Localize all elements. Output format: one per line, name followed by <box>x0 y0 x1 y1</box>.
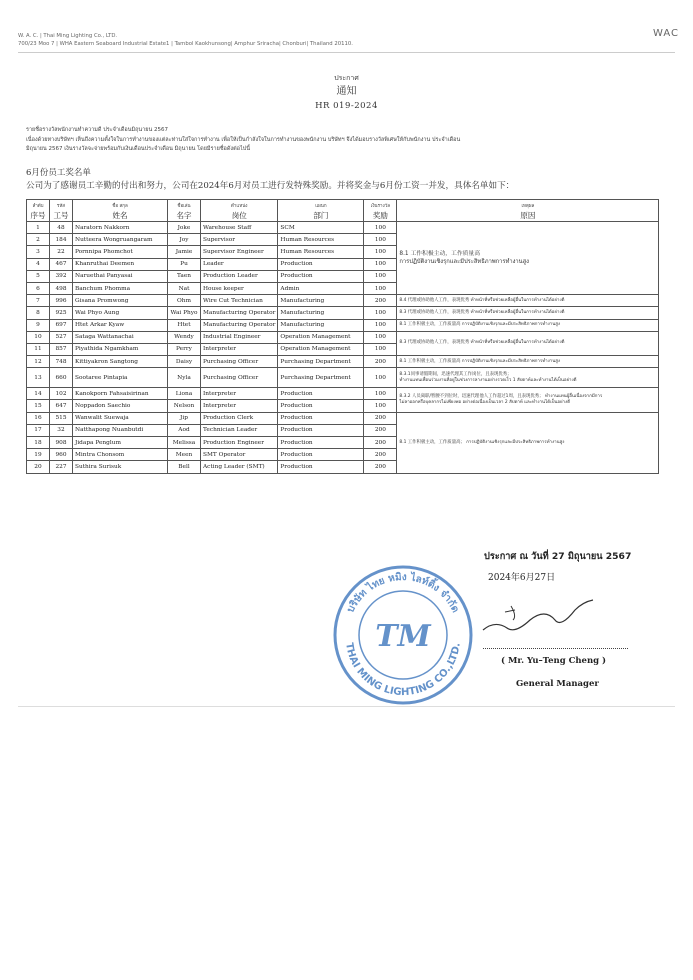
cell-reason <box>397 356 659 368</box>
column-header-th: ลำดับ <box>32 203 44 209</box>
cell-pos: SMT Operator <box>201 449 278 461</box>
column-header <box>201 200 278 222</box>
cell-pos: Purchasing Officer <box>201 356 278 368</box>
column-header-th: เงินรางวัล <box>370 203 391 209</box>
cell-reason <box>397 307 659 319</box>
cell-dept: SCM <box>278 222 364 234</box>
cell-no: 9 <box>27 319 50 331</box>
cell-no: 3 <box>27 246 50 258</box>
cell-pos: Production Leader <box>201 270 278 282</box>
cell-pos: Purchasing Officer <box>201 368 278 388</box>
cell-no: 4 <box>27 258 50 270</box>
reason-text: การปฏิบัติงานเชิงรุกและมีประสิทธิภาพการทำงานสูง <box>399 259 530 266</box>
cell-amt: 100 <box>364 400 397 412</box>
reason-text: 8.1 工作积极主动，工作质量高 <box>399 250 481 257</box>
cell-dept: Production <box>278 258 364 270</box>
cell-name: Suthira Surisuk <box>73 461 168 473</box>
cell-nick: Ohm <box>168 295 201 307</box>
cell-amt: 100 <box>364 234 397 246</box>
cell-dept: Manufacturing <box>278 295 364 307</box>
cell-name: Mintra Chonsom <box>73 449 168 461</box>
announcement-title-th: ประกาศ <box>334 74 359 82</box>
cell-nick: Bell <box>168 461 201 473</box>
cell-pos: Production Engineer <box>201 437 278 449</box>
cell-amt: 100 <box>364 282 397 294</box>
cell-amt: 200 <box>364 437 397 449</box>
cell-amt: 100 <box>364 307 397 319</box>
cell-nick: Nat <box>168 282 201 294</box>
cell-pos: Wire Cut Technician <box>201 295 278 307</box>
cell-name: Khanruthai Deemen <box>73 258 168 270</box>
column-header <box>364 200 397 222</box>
cell-id: 647 <box>50 400 73 412</box>
intro-th-line3: มิถุนายน 2567 เงินรางวัลจะจ่ายพร้อมกับเงินเดือนประจำเดือน มิถุนายน โดยมีรายชื่อดังต่อไปนี้ <box>26 146 251 152</box>
cell-amt: 100 <box>364 368 397 388</box>
cell-dept: Operation Management <box>278 343 364 355</box>
table-row <box>27 319 659 331</box>
footer-divider <box>18 706 675 707</box>
cell-nick: Daisy <box>168 356 201 368</box>
table-row <box>27 307 659 319</box>
cell-name: Nutteera Wongruangaram <box>73 234 168 246</box>
column-header-cn: 岗位 <box>231 210 247 220</box>
cell-id: 48 <box>50 222 73 234</box>
header-divider <box>18 52 675 53</box>
column-header-th: ตำแหน่ง <box>230 203 248 209</box>
cell-pos: Interpreter <box>201 388 278 400</box>
column-header-cn: 工号 <box>53 210 69 220</box>
cell-amt: 100 <box>364 258 397 270</box>
manager-title: General Manager <box>516 679 599 689</box>
cell-dept: Production <box>278 388 364 400</box>
announcement-title-cn: 通知 <box>336 86 357 97</box>
cell-reason <box>397 222 659 295</box>
cell-amt: 200 <box>364 295 397 307</box>
cell-id: 102 <box>50 388 73 400</box>
cell-reason <box>397 368 659 388</box>
announcement-heading <box>0 71 693 113</box>
cell-id: 22 <box>50 246 73 258</box>
cell-nick: Jamie <box>168 246 201 258</box>
cell-nick: Perry <box>168 343 201 355</box>
cell-nick: Nelson <box>168 400 201 412</box>
cell-name: Banchum Phomma <box>73 282 168 294</box>
table-row <box>27 331 659 343</box>
cell-dept: Human Resources <box>278 234 364 246</box>
cell-pos: Manufacturing Operator <box>201 307 278 319</box>
cell-reason <box>397 331 659 355</box>
cell-no: 7 <box>27 295 50 307</box>
cell-name: Kittiyakron Sangtong <box>73 356 168 368</box>
cell-dept: Operation Management <box>278 331 364 343</box>
reason-text: 8.3.1同事请假期间，迅速代理其工作岗位，且表现优秀； <box>399 371 512 377</box>
cell-name: Pornnipa Phomchot <box>73 246 168 258</box>
cell-dept: Purchasing Department <box>278 356 364 368</box>
column-header-th: ชื่อเล่น <box>177 203 191 209</box>
column-header <box>27 200 50 222</box>
cell-id: 227 <box>50 461 73 473</box>
cell-no: 16 <box>27 412 50 424</box>
cell-amt: 100 <box>364 270 397 282</box>
cell-dept: Production <box>278 461 364 473</box>
cell-id: 184 <box>50 234 73 246</box>
manager-signature <box>475 590 605 650</box>
reason-text: 8.3 代理或协助他人工作，表现优秀 ทำหน้าที่หรือช่วยเหลือผู้อื่นในการทำงานได้อย่างดี <box>399 309 565 315</box>
cell-no: 18 <box>27 437 50 449</box>
cell-dept: Production <box>278 437 364 449</box>
cell-name: Kanokporn Fahsaisirinan <box>73 388 168 400</box>
cell-amt: 200 <box>364 412 397 424</box>
cell-id: 996 <box>50 295 73 307</box>
cell-no: 20 <box>27 461 50 473</box>
intro-th-line2: เนื่องด้วยทางบริษัทฯ เห็นถึงความตั้งใจในการทำงานของแต่ละท่านใส่ใจการทำงาน เพื่อให้เป็นกำลังใจในการทำงานของพนักงาน บริษัทฯ จึงได้มอบรางวัลพิเศษให้กับพนักงาน ประจำเดือน <box>26 136 461 143</box>
table-row <box>27 388 659 400</box>
cell-nick: Joy <box>168 234 201 246</box>
cell-amt: 100 <box>364 331 397 343</box>
cell-id: 467 <box>50 258 73 270</box>
cell-amt: 200 <box>364 461 397 473</box>
column-header <box>278 200 364 222</box>
cell-dept: Human Resources <box>278 246 364 258</box>
intro-chinese: 公司为了感谢员工辛勤的付出和努力，公司在2024年6月对员工进行发特殊奖励。并将奖金与6月份工资一并发，具体名单如下： <box>26 181 515 191</box>
reason-text: 8.1 工作积极主动，工作质量高； การปฏิบัติงานเชิงรุกและมีประสิทธิภาพการทำงานสูง <box>399 439 565 445</box>
intro-thai <box>26 126 676 155</box>
cell-no: 11 <box>27 343 50 355</box>
cell-id: 748 <box>50 356 73 368</box>
cell-nick: Joke <box>168 222 201 234</box>
cell-reason <box>397 412 659 473</box>
cell-amt: 100 <box>364 246 397 258</box>
cell-dept: Admin <box>278 282 364 294</box>
company-address: 700/23 Moo 7 | WHA Eastern Seaboard Industrial Estate1 | Tambol Kaokhunsong| Amphur Sriracha| Chonburi| Thailand 20110. <box>18 41 353 47</box>
column-header-cn: 原因 <box>520 210 536 220</box>
svg-text:บริษัท ไทย หมิง ไลท์ติ้ง จำกัด <box>345 570 460 614</box>
cell-dept: Production <box>278 400 364 412</box>
cell-amt: 100 <box>364 222 397 234</box>
cell-dept: Production <box>278 270 364 282</box>
cell-no: 5 <box>27 270 50 282</box>
cell-id: 660 <box>50 368 73 388</box>
cell-id: 908 <box>50 437 73 449</box>
cell-name: Natthapong Nuanbutdi <box>73 424 168 436</box>
reason-text: 8.1 工作积极主动，工作质量高 การปฏิบัติงานเชิงรุกและมีประสิทธิภาพการทำงานสูง <box>399 358 561 364</box>
announcement-ref: HR 019-2024 <box>315 101 378 111</box>
cell-pos: Supervisor <box>201 234 278 246</box>
announce-date-cn: 2024年6月27日 <box>488 573 556 583</box>
cell-dept: Production <box>278 449 364 461</box>
column-header-th: ชื่อ สกุล <box>112 203 128 209</box>
reason-text: ไม่ลาออกหรือบุคลากรไม่เพียงพอ อย่างต่อเนื่องเป็นเวลา 2 สัปดาห์ และทำงานได้เป็นอย่างดี <box>399 399 571 405</box>
cell-id: 925 <box>50 307 73 319</box>
cell-pos: Interpreter <box>201 343 278 355</box>
list-title-cn: 6月份员工奖名单 <box>26 168 91 178</box>
cell-no: 10 <box>27 331 50 343</box>
cell-nick: Nyla <box>168 368 201 388</box>
cell-amt: 100 <box>364 319 397 331</box>
cell-nick: Pu <box>168 258 201 270</box>
reason-text: 8.3 代理或协助他人工作，表现优秀 ทำหน้าที่หรือช่วยเหลือผู้อื่นในการทำงานได้อย่างดี <box>399 340 565 346</box>
cell-nick: Melissa <box>168 437 201 449</box>
cell-id: 527 <box>50 331 73 343</box>
cell-name: Naratorn Nakkorn <box>73 222 168 234</box>
table-header-row <box>27 200 659 222</box>
cell-id: 960 <box>50 449 73 461</box>
cell-nick: Aod <box>168 424 201 436</box>
cell-pos: Interpreter <box>201 400 278 412</box>
cell-id: 857 <box>50 343 73 355</box>
intro-th-line1: รายชื่อรางวัลพนักงานทำความดี ประจำเดือนมิถุนายน 2567 <box>26 127 169 133</box>
cell-dept: Manufacturing <box>278 307 364 319</box>
cell-pos: House keeper <box>201 282 278 294</box>
company-logo: WAC <box>653 28 679 39</box>
column-header-th: เหตุผล <box>521 203 535 209</box>
column-header <box>397 200 659 222</box>
cell-no: 12 <box>27 356 50 368</box>
cell-pos: Acting Leader (SMT) <box>201 461 278 473</box>
cell-no: 19 <box>27 449 50 461</box>
cell-pos: Leader <box>201 258 278 270</box>
company-name: W. A. C. | Thai Ming Lighting Co., LTD. <box>18 33 118 39</box>
column-header-cn: 姓名 <box>112 210 128 220</box>
table-row <box>27 412 659 424</box>
cell-pos: Supervisor Engineer <box>201 246 278 258</box>
cell-nick: Htet <box>168 319 201 331</box>
cell-no: 8 <box>27 307 50 319</box>
table-row <box>27 368 659 388</box>
cell-nick: Taen <box>168 270 201 282</box>
cell-pos: Industrial Engineer <box>201 331 278 343</box>
cell-name: Jidapa Penglum <box>73 437 168 449</box>
cell-name: Sataga Wattanachai <box>73 331 168 343</box>
reason-text: ทำงานแทนเพื่อนร่วมงานที่อยู่ในช่วงการลางานอย่างรวดเร็ว 1 สัปดาห์และทำงานได้เป็นอย่างดี <box>399 377 577 383</box>
column-header <box>168 200 201 222</box>
cell-dept: Production <box>278 424 364 436</box>
letterhead <box>18 32 353 48</box>
cell-name: Sootaree Pintapia <box>73 368 168 388</box>
table-row <box>27 356 659 368</box>
cell-id: 515 <box>50 412 73 424</box>
cell-id: 392 <box>50 270 73 282</box>
cell-name: Gisana Promwong <box>73 295 168 307</box>
cell-amt: 100 <box>364 343 397 355</box>
cell-no: 6 <box>27 282 50 294</box>
cell-no: 15 <box>27 400 50 412</box>
cell-no: 2 <box>27 234 50 246</box>
cell-nick: Wai Phyo <box>168 307 201 319</box>
manager-name: ( Mr. Yu–Teng Cheng ) <box>501 656 607 666</box>
cell-id: 498 <box>50 282 73 294</box>
reason-text: 8.3.2 人员离职/暂腰不到位时，迅速代理他人工作超过1周，且表现优秀； ทำงานแทนผู้อื่นเนื่องจากมีการ <box>399 393 603 399</box>
cell-nick: Wendy <box>168 331 201 343</box>
column-header-th: แผนก <box>315 203 327 209</box>
award-table <box>26 199 659 474</box>
column-header-cn: 部门 <box>313 210 329 220</box>
cell-reason <box>397 319 659 331</box>
table-row <box>27 222 659 234</box>
cell-name: Noppadon Saechio <box>73 400 168 412</box>
column-header-cn: 名字 <box>176 210 192 220</box>
reason-text: 8.1 工作积极主动，工作质量高 การปฏิบัติงานเชิงรุกและมีประสิทธิภาพการทำงานสูง <box>399 322 561 328</box>
column-header-th: รหัส <box>56 203 66 209</box>
cell-dept: Manufacturing <box>278 319 364 331</box>
cell-no: 1 <box>27 222 50 234</box>
cell-reason <box>397 295 659 307</box>
cell-id: 697 <box>50 319 73 331</box>
stamp-english-text: THAI MING LIGHTING CO.,LTD. <box>343 642 463 699</box>
cell-no: 17 <box>27 424 50 436</box>
cell-dept: Production <box>278 412 364 424</box>
cell-pos: Technician Leader <box>201 424 278 436</box>
column-header <box>50 200 73 222</box>
cell-amt: 200 <box>364 356 397 368</box>
cell-reason <box>397 388 659 412</box>
cell-nick: Meen <box>168 449 201 461</box>
column-header-cn: 序号 <box>30 210 46 220</box>
cell-no: 13 <box>27 368 50 388</box>
signature-line <box>483 648 628 649</box>
stamp-logo-tm: TM <box>375 619 431 654</box>
cell-nick: Jip <box>168 412 201 424</box>
cell-id: 32 <box>50 424 73 436</box>
column-header <box>73 200 168 222</box>
table-row <box>27 295 659 307</box>
cell-name: Naruethai Panyasai <box>73 270 168 282</box>
cell-name: Htet Arkar Kyaw <box>73 319 168 331</box>
company-stamp <box>328 560 478 710</box>
cell-pos: Production Clerk <box>201 412 278 424</box>
announce-date-th: ประกาศ ณ วันที่ 27 มิถุนายน 2567 <box>484 551 632 562</box>
cell-name: Wanwalit Suewaja <box>73 412 168 424</box>
cell-nick: Liona <box>168 388 201 400</box>
stamp-thai-text: บริษัท ไทย หมิง ไลท์ติ้ง จำกัด <box>345 571 461 615</box>
cell-dept: Purchasing Department <box>278 368 364 388</box>
cell-pos: Warehouse Staff <box>201 222 278 234</box>
cell-pos: Manufacturing Operator <box>201 319 278 331</box>
cell-no: 14 <box>27 388 50 400</box>
cell-amt: 200 <box>364 449 397 461</box>
cell-name: Piyathida Ngamkham <box>73 343 168 355</box>
reason-text: 8.4 代理或协助他人工作，表现优秀 ทำหน้าที่หรือช่วยเหลือผู้อื่นในการทำงานได้อย่างดี <box>399 297 565 303</box>
cell-amt: 200 <box>364 424 397 436</box>
column-header-cn: 奖励 <box>372 210 388 220</box>
cell-amt: 100 <box>364 388 397 400</box>
cell-name: Wai Phyo Aung <box>73 307 168 319</box>
